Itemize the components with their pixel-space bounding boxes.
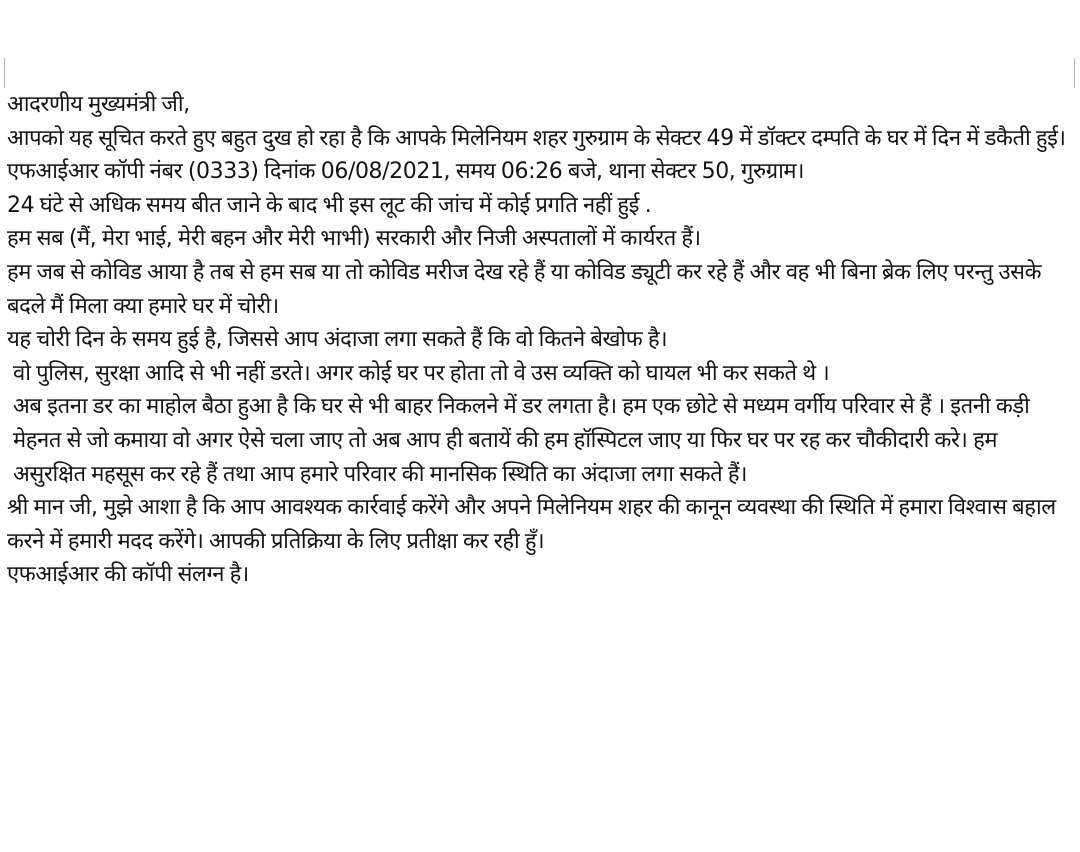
paragraph-incident: आपको यह सूचित करते हुए बहुत दुख हो रहा है कि आपके मिलेनियम शहर गुरुग्राम के सेक्टर 49 में डॉक्टर दम्पति के घर में दिन में डकैती हुई। xyxy=(7,125,1066,151)
salutation: आदरणीय मुख्यमंत्री जी, xyxy=(7,92,190,117)
paragraph-family: हम सब (मैं, मेरा भाई, मेरी बहन और मेरी भाभी) सरकारी और निजी अस्पतालों में कार्यरत हैं। xyxy=(7,226,701,252)
paragraph-fir-details: एफआईआर कॉपी नंबर (0333) दिनांक 06/08/2021, समय 06:26 बजे, थाना सेक्टर 50, गुरुग्राम। xyxy=(7,159,805,185)
left-margin-marker xyxy=(4,58,5,88)
letter-body xyxy=(7,88,1073,592)
paragraph-attachment: एफआईआर की कॉपी संलग्न है। xyxy=(7,562,249,588)
paragraph-request: श्री मान जी, मुझे आशा है कि आप आवश्यक कार्रवाई करेंगे और अपने मिलेनियम शहर की कानून व्यवस्था की स्थिति में हमारा विश्वास बहाल करने में हमारी मदद करेंगे। आपकी प्रतिक्रिया के लिए प्रतीक्षा कर रही हुँ। xyxy=(7,495,1056,554)
paragraph-daytime-theft: यह चोरी दिन के समय हुई है, जिससे आप अंदाजा लगा सकते हैं कि वो कितने बेखोफ है। xyxy=(7,327,668,353)
right-margin-marker xyxy=(1074,58,1075,88)
paragraph-fear: अब इतना डर का माहोल बैठा हुआ है कि घर से भी बाहर निकलने में डर लगता है। हम एक छोटे से मध्यम वर्गीय परिवार से हैं । इतनी कड़ी मेहनत से जो कमाया वो अगर ऐसे चला जाए तो अब आप ही बतायें की हम हॉस्पिटल जाए या फिर घर पर रह कर चौकीदारी करे। हम असुरक्षित महसूस कर रहे हैं तथा आप हमारे परिवार की मानसिक स्थिति का अंदाजा लगा सकते हैं। xyxy=(13,394,1030,487)
paragraph-no-progress: 24 घंटे से अधिक समय बीत जाने के बाद भी इस लूट की जांच में कोई प्रगति नहीं हुई . xyxy=(7,192,652,218)
paragraph-fearless: वो पुलिस, सुरक्षा आदि से भी नहीं डरते। अगर कोई घर पर होता तो वे उस व्यक्ति को घायल भी कर सकते थे । xyxy=(13,360,830,386)
paragraph-covid-duty: हम जब से कोविड आया है तब से हम सब या तो कोविड मरीज देख रहे हैं या कोविड ड्यूटी कर रहे हैं और वह भी बिना ब्रेक लिए परन्तु उसके बदले मैं मिला क्या हमारे घर में चोरी। xyxy=(7,259,1042,319)
